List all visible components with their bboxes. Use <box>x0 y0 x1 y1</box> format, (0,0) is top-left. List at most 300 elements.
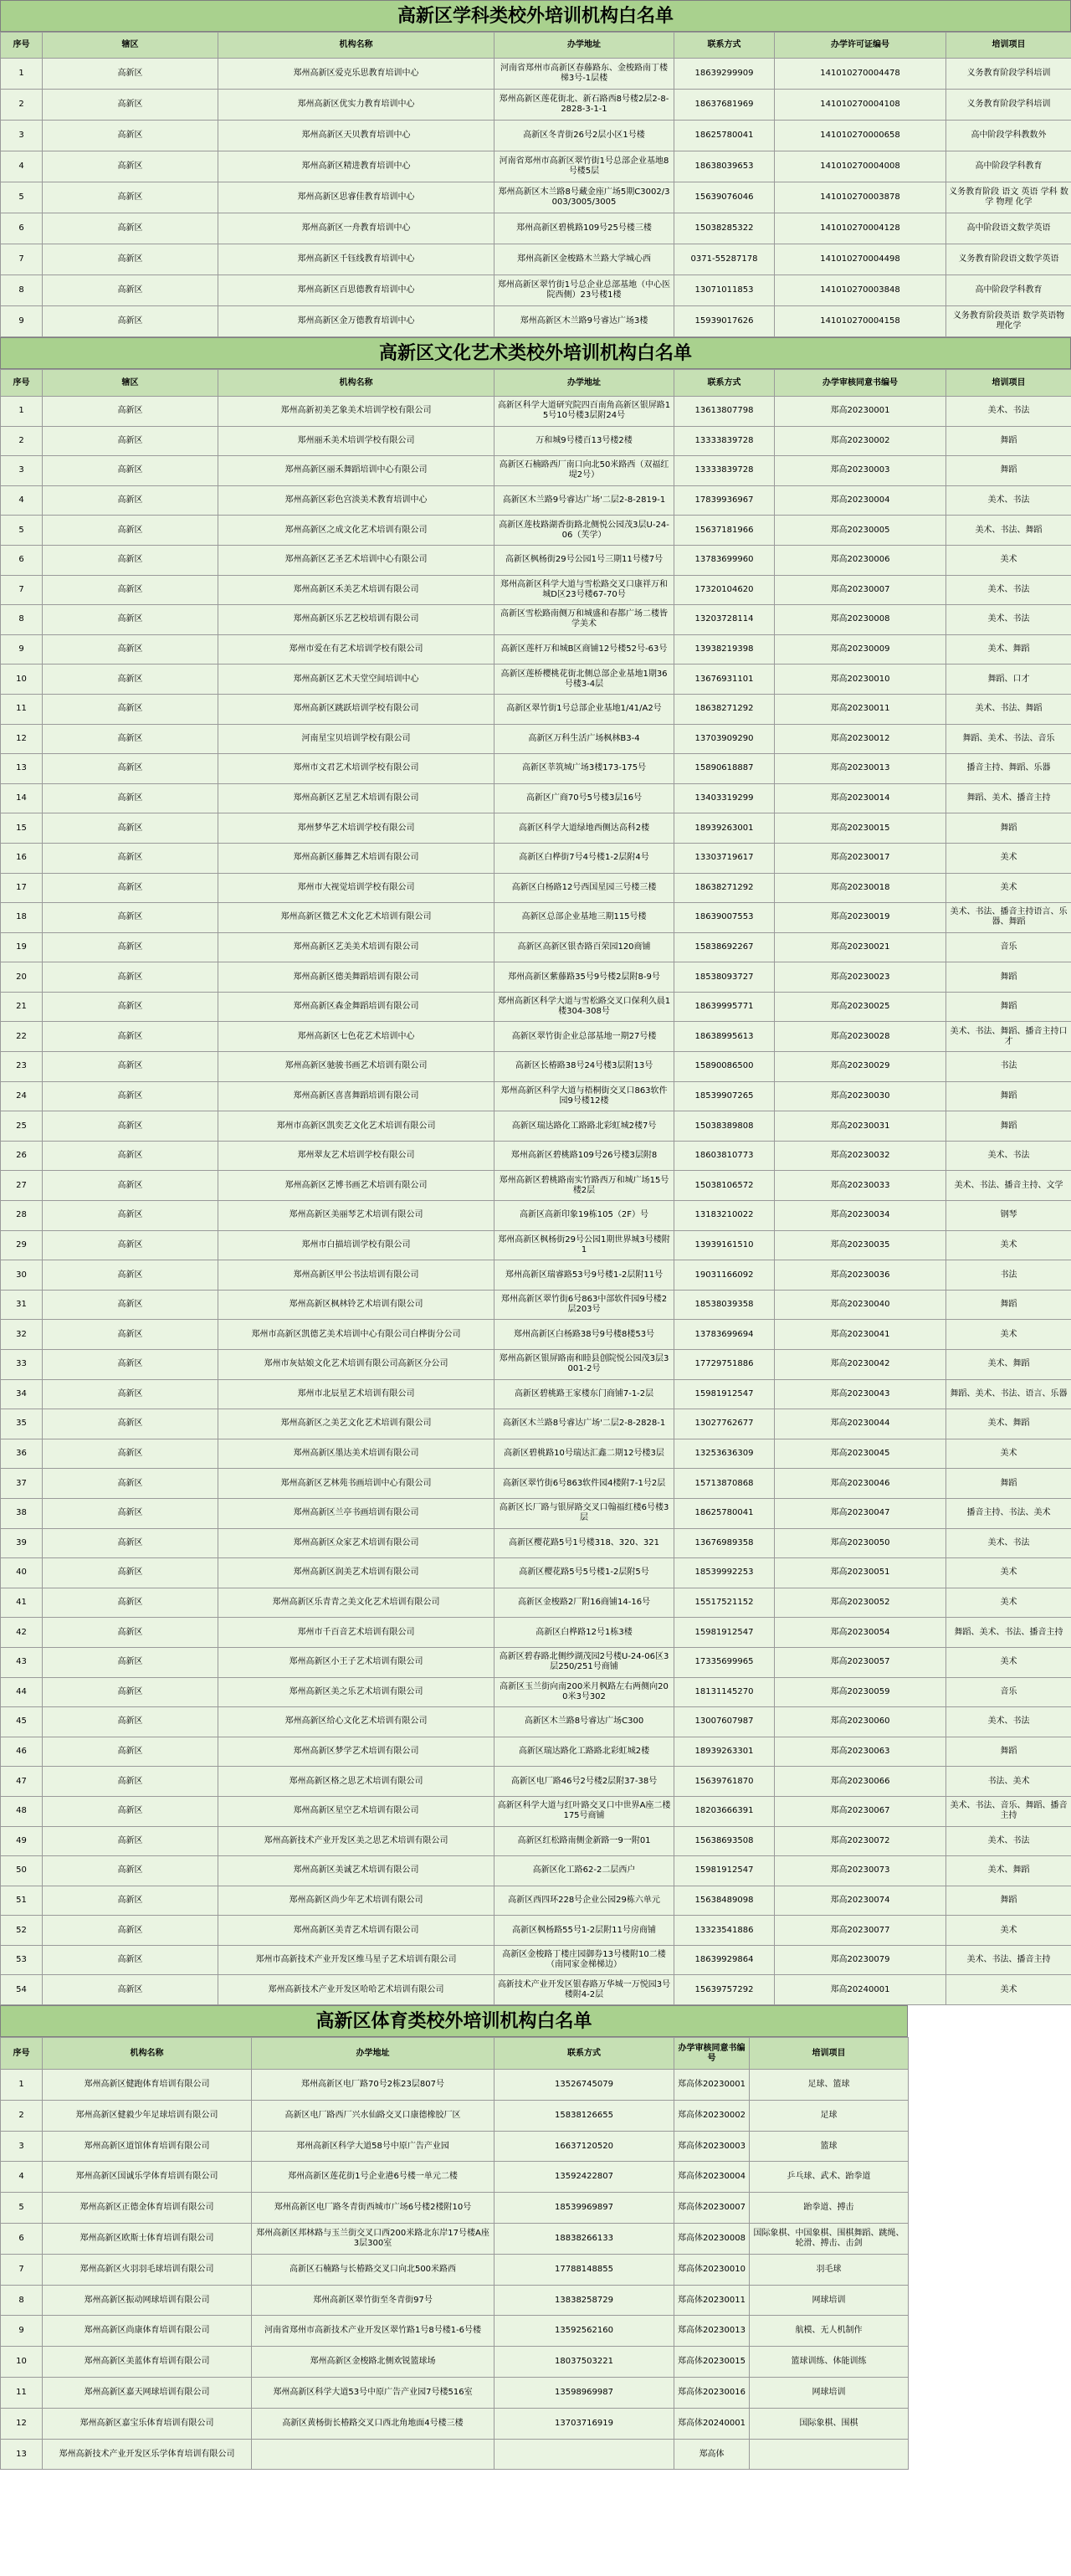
table-cell: 郑州高新区乐青青之美文化艺术培训有限公司 <box>218 1588 495 1618</box>
table-row <box>1 426 1071 456</box>
table-cell: 舞蹈 <box>946 992 1071 1022</box>
table-cell: 网球培训 <box>750 2285 909 2316</box>
table-cell: 郑州高新技术产业开发区乐学体育培训有限公司 <box>43 2439 252 2470</box>
table-cell: 13403319299 <box>674 783 775 813</box>
table-cell: 郑高20230046 <box>775 1469 946 1499</box>
col-header: 序号 <box>1 2038 43 2070</box>
arts-section <box>0 337 1071 2005</box>
table-cell: 郑州高新区嘉宝乐体育培训有限公司 <box>43 2408 252 2439</box>
table-cell: 美术 <box>946 1975 1071 2005</box>
table-cell: 郑州高新区翠竹街至冬青街97号 <box>252 2285 495 2316</box>
table-cell: 郑高体 <box>674 2439 750 2470</box>
table-cell: 美术 <box>946 1320 1071 1350</box>
table-cell: 高新区枫杨街29号公园1号三期11号楼7号 <box>495 545 674 575</box>
table-row <box>1 456 1071 486</box>
table-cell: 高中阶段学科教育 <box>946 151 1071 182</box>
table-row <box>1 2131 909 2162</box>
table-cell: 高新技术产业开发区银春路万华城一万悦园3号楼附4-2层 <box>495 1975 674 2005</box>
table-cell: 41 <box>1 1588 43 1618</box>
table-cell: 高新区 <box>43 1945 218 1975</box>
table-cell: 郑州市大视觉培训学校有限公司 <box>218 873 495 903</box>
table-cell: 郑高20230002 <box>775 426 946 456</box>
table-cell: 郑高20230063 <box>775 1737 946 1767</box>
table-cell: 44 <box>1 1677 43 1707</box>
table-cell: 39 <box>1 1528 43 1558</box>
table-cell: 3 <box>1 121 43 151</box>
table-cell: 美术 <box>946 1916 1071 1946</box>
table-cell: 高新区碧桃路10号瑞达汇鑫二期12号楼3层 <box>495 1439 674 1469</box>
table-cell: 美术、书法 <box>946 1707 1071 1737</box>
table-cell: 郑高20230003 <box>775 456 946 486</box>
table-cell: 10 <box>1 2347 43 2378</box>
table-cell: 15838692267 <box>674 932 775 962</box>
table-cell: 30 <box>1 1260 43 1291</box>
table-cell: 郑州高新区美丽琴艺术培训有限公司 <box>218 1201 495 1231</box>
table-row <box>1 2378 909 2409</box>
table-cell: 郑州高新区电厂路70号2栋23层807号 <box>252 2070 495 2101</box>
table-row <box>1 1201 1071 1231</box>
table-row <box>1 1618 1071 1648</box>
col-header: 序号 <box>1 33 43 59</box>
table-cell: 郑高20230018 <box>775 873 946 903</box>
col-header: 办学审核同意书编号 <box>775 370 946 397</box>
table-cell: 高新区 <box>43 634 218 665</box>
table-cell: 0371-55287178 <box>674 244 775 275</box>
table-cell: 郑高20230029 <box>775 1052 946 1082</box>
table-cell: 美术、书法 <box>946 575 1071 605</box>
table-row <box>1 783 1071 813</box>
table-cell: 141010270004158 <box>775 306 946 337</box>
table-cell: 美术、书法 <box>946 397 1071 427</box>
table-cell: 郑州高新区小王子艺术培训有限公司 <box>218 1647 495 1677</box>
table-row <box>1 1439 1071 1469</box>
table-cell: 郑州高新区优实力教育培训中心 <box>218 90 495 121</box>
table-cell: 舞蹈、美术、播音主持 <box>946 783 1071 813</box>
table-cell: 郑州高新区艺术天堂空间培训中心 <box>218 665 495 695</box>
table-cell: 舞蹈 <box>946 962 1071 993</box>
table-cell: 郑高20230019 <box>775 903 946 933</box>
table-cell: 18939263001 <box>674 813 775 844</box>
table-cell: 15638693508 <box>674 1826 775 1856</box>
table-cell: 郑州丽禾美术培训学校有限公司 <box>218 426 495 456</box>
table-cell: 国际象棋、围棋 <box>750 2408 909 2439</box>
table-cell: 高新区 <box>43 275 218 306</box>
col-header: 机构名称 <box>218 370 495 397</box>
table-cell: 郑州高新区爱克乐思教育培训中心 <box>218 59 495 90</box>
table-cell: 18539969897 <box>495 2193 674 2224</box>
table-row <box>1 485 1071 516</box>
table-cell: 高新区白桦路12号1栋3楼 <box>495 1618 674 1648</box>
table-cell: 郑高20230067 <box>775 1796 946 1826</box>
table-cell: 高新区 <box>43 1201 218 1231</box>
table-cell: 郑州高新区碧桃路南实竹路西万和城广场15号楼2层 <box>495 1171 674 1201</box>
table-cell: 美术 <box>946 843 1071 873</box>
table-cell: 高新区 <box>43 843 218 873</box>
table-row <box>1 1707 1071 1737</box>
table-cell: 1 <box>1 59 43 90</box>
table-cell: 高新区翠竹街企业总部基地一期27号楼 <box>495 1022 674 1052</box>
table-cell: 郑高20230066 <box>775 1767 946 1797</box>
table-cell: 舞蹈 <box>946 1737 1071 1767</box>
table-cell: 郑高体20230001 <box>674 2070 750 2101</box>
table-cell: 跆拳道、搏击 <box>750 2193 909 2224</box>
table-cell: 郑州高新区彩色宫淡美术教育培训中心 <box>218 485 495 516</box>
table-cell: 高新区长椿路38号24号楼3层附13号 <box>495 1052 674 1082</box>
table-cell: 音乐 <box>946 1677 1071 1707</box>
table-cell: 郑州高新区紫藤路35号9号楼2层附8-9号 <box>495 962 674 993</box>
table-cell: 高新区 <box>43 151 218 182</box>
table-cell: 141010270003848 <box>775 275 946 306</box>
table-row <box>1 2439 909 2470</box>
table-row <box>1 90 1071 121</box>
table-cell: 郑州高新区之成文化艺术培训有限公司 <box>218 516 495 546</box>
table-cell: 高新区高新印象19栋105（2F）号 <box>495 1201 674 1231</box>
table-cell: 3 <box>1 2131 43 2162</box>
table-cell: 15038106572 <box>674 1171 775 1201</box>
table-cell: 郑州高新区莲花街北、新石路西8号楼2层2-8-2828-3-1-1 <box>495 90 674 121</box>
table-cell: 郑州高新区森金舞蹈培训有限公司 <box>218 992 495 1022</box>
table-cell: 乒乓球、武术、跆拳道 <box>750 2162 909 2193</box>
table-header-row <box>1 370 1071 397</box>
table-row <box>1 1141 1071 1171</box>
table-cell: 高新区科学大道与红叶路交叉口中世界A座二楼175号商铺 <box>495 1796 674 1826</box>
table-cell: 2 <box>1 90 43 121</box>
table-cell: 郑高20230011 <box>775 694 946 724</box>
table-cell: 美术、书法 <box>946 1141 1071 1171</box>
table-cell: 美术、书法、舞蹈 <box>946 694 1071 724</box>
table-cell: 高新区 <box>43 516 218 546</box>
table-cell: 郑高20230072 <box>775 1826 946 1856</box>
table-cell: 32 <box>1 1320 43 1350</box>
table-row <box>1 2285 909 2316</box>
table-cell: 郑高20230014 <box>775 783 946 813</box>
table-cell: 义务教育阶段 语文 英语 学科 数学 物理 化学 <box>946 182 1071 213</box>
table-cell: 郑州高新区邦林路与玉兰街交叉口西200米路北东岸17号楼A座3层300室 <box>252 2224 495 2255</box>
table-cell: 高新区 <box>43 724 218 754</box>
col-header: 办学许可证编号 <box>775 33 946 59</box>
table-cell: 15838126655 <box>495 2100 674 2131</box>
table-cell: 郑州高新区科学大道与雪松路交叉口保利久晨1楼304-308号 <box>495 992 674 1022</box>
table-row <box>1 843 1071 873</box>
table-cell: 高新区 <box>43 992 218 1022</box>
table-cell: 高新区 <box>43 1439 218 1469</box>
table-cell: 15981912547 <box>674 1379 775 1409</box>
table-cell: 13783699960 <box>674 545 775 575</box>
table-cell: 美术 <box>946 1558 1071 1588</box>
table-cell: 郑高20230032 <box>775 1141 946 1171</box>
table-cell: 郑州高新区碧桃路109号25号楼三楼 <box>495 213 674 244</box>
col-header: 辖区 <box>43 370 218 397</box>
table-cell: 13676931101 <box>674 665 775 695</box>
table-cell: 13071011853 <box>674 275 775 306</box>
table-cell: 郑州高新区百思德教育培训中心 <box>218 275 495 306</box>
table-cell: 13526745079 <box>495 2070 674 2101</box>
table-cell: 郑高体20230007 <box>674 2193 750 2224</box>
col-header: 培训项目 <box>946 33 1071 59</box>
table-cell: 50 <box>1 1856 43 1886</box>
table-cell: 高新区玉兰街向南200米月枫路左右两侧向200米3号302 <box>495 1677 674 1707</box>
sports-section <box>0 2005 1071 2470</box>
table-cell <box>495 2439 674 2470</box>
table-cell: 郑州市白描培训学校有限公司 <box>218 1230 495 1260</box>
table-cell: 高新区 <box>43 1230 218 1260</box>
table-cell: 舞蹈、口才 <box>946 665 1071 695</box>
table-row <box>1 1498 1071 1528</box>
table-cell: 郑州高新区翠竹街1号总企业总部基地（中心医院西侧）23号楼1楼 <box>495 275 674 306</box>
table-cell: 羽毛球 <box>750 2254 909 2285</box>
table-cell: 高新区 <box>43 783 218 813</box>
table-cell: 郑州高新区银屏路南和睦县创院悦公园茂3层3001-2号 <box>495 1350 674 1380</box>
table-cell: 航模、无人机制作 <box>750 2316 909 2347</box>
table-cell: 书法 <box>946 1052 1071 1082</box>
table-cell: 18539907265 <box>674 1081 775 1111</box>
table-cell: 郑州高新区梦学艺术培训有限公司 <box>218 1737 495 1767</box>
table-cell: 郑高20230036 <box>775 1260 946 1291</box>
table-cell: 13183210022 <box>674 1201 775 1231</box>
table-cell: 郑高20230005 <box>775 516 946 546</box>
table-header-row <box>1 2038 909 2070</box>
table-cell: 美术、舞蹈 <box>946 1856 1071 1886</box>
table-cell: 河南星宝贝培训学校有限公司 <box>218 724 495 754</box>
table-cell: 郑州高新区科学大道58号中原广告产业园 <box>252 2131 495 2162</box>
table-cell: 13613807798 <box>674 397 775 427</box>
table-cell: 11 <box>1 694 43 724</box>
table-cell: 47 <box>1 1767 43 1797</box>
table-cell: 郑高20230028 <box>775 1022 946 1052</box>
table-cell: 高新区万科生活广场枫林B3-4 <box>495 724 674 754</box>
table-cell: 网球培训 <box>750 2378 909 2409</box>
table-cell: 13333839728 <box>674 426 775 456</box>
table-row <box>1 213 1071 244</box>
col-header: 联系方式 <box>495 2038 674 2070</box>
table-cell: 高新区 <box>43 754 218 784</box>
table-cell: 郑高20230079 <box>775 1945 946 1975</box>
table-cell: 18 <box>1 903 43 933</box>
table-cell: 高新区莲桥樱桃花街北侧总部企业基地1期36号楼3-4层 <box>495 665 674 695</box>
table-cell: 郑州高新区墨达美术培训有限公司 <box>218 1439 495 1469</box>
table-cell: 郑州高新区甲公书法培训有限公司 <box>218 1260 495 1291</box>
table-cell: 高新区科学大道研究院四百南角高新区银屏路15号10号楼3层附24号 <box>495 397 674 427</box>
table-cell: 郑高20230001 <box>775 397 946 427</box>
table-cell: 高新区 <box>43 1141 218 1171</box>
table-cell: 高新区莲杆万和城B区商铺12号楼52号-63号 <box>495 634 674 665</box>
table-cell: 52 <box>1 1916 43 1946</box>
table-cell: 郑州高新区禾美艺术培训有限公司 <box>218 575 495 605</box>
table-cell: 7 <box>1 244 43 275</box>
col-header: 机构名称 <box>43 2038 252 2070</box>
table-cell: 16 <box>1 843 43 873</box>
table-cell: 郑高20230060 <box>775 1707 946 1737</box>
table-cell: 7 <box>1 2254 43 2285</box>
table-cell: 郑州市千百音艺术培训有限公司 <box>218 1618 495 1648</box>
table-cell: 郑高20230047 <box>775 1498 946 1528</box>
table-cell: 45 <box>1 1707 43 1737</box>
table-cell: 18037503221 <box>495 2347 674 2378</box>
table-cell: 高新区 <box>43 426 218 456</box>
table-cell: 美术 <box>946 1230 1071 1260</box>
table-cell: 义务教育阶段英语 数学英语物理化学 <box>946 306 1071 337</box>
table-cell: 13253636309 <box>674 1439 775 1469</box>
table-row <box>1 2100 909 2131</box>
table-cell: 郑州市高新区凯德艺美术培训中心有限公司白桦街分公司 <box>218 1320 495 1350</box>
table-cell: 高新区黄杨街长椿路交叉口西北角地面4号楼三楼 <box>252 2408 495 2439</box>
table-cell: 40 <box>1 1558 43 1588</box>
table-cell: 郑州高新区乐艺艺校培训有限公司 <box>218 605 495 635</box>
table-cell: 18625780041 <box>674 1498 775 1528</box>
col-header: 培训项目 <box>946 370 1071 397</box>
table-cell: 42 <box>1 1618 43 1648</box>
table-cell: 高新区樱花路5号1号楼318、320、321 <box>495 1528 674 1558</box>
table-cell: 国际象棋、中国象棋、围棋舞蹈、跳绳、轮滑、搏击、击剑 <box>750 2224 909 2255</box>
table-cell: 13 <box>1 2439 43 2470</box>
table-cell: 美术、书法 <box>946 1826 1071 1856</box>
table-cell: 高新区化工路62-2二层西户 <box>495 1856 674 1886</box>
table-cell: 高新区 <box>43 90 218 121</box>
table-cell: 15981912547 <box>674 1618 775 1648</box>
table-row <box>1 121 1071 151</box>
table-cell: 美术 <box>946 1439 1071 1469</box>
table-cell: 高新区石楠路与长椿路交叉口向北500米路西 <box>252 2254 495 2285</box>
table-cell: 高新区 <box>43 1290 218 1320</box>
table-cell: 高新区翠竹街6号863软件园4楼附7-1号2层 <box>495 1469 674 1499</box>
table-cell: 郑州市爱在有艺术培训学校有限公司 <box>218 634 495 665</box>
table-cell: 郑高20230041 <box>775 1320 946 1350</box>
table-cell: 18838266133 <box>495 2224 674 2255</box>
table-cell: 15038285322 <box>674 213 775 244</box>
table-cell: 高新区木兰路8号睿达广场C300 <box>495 1707 674 1737</box>
table-cell: 美术 <box>946 1647 1071 1677</box>
table-cell: 18639929864 <box>674 1945 775 1975</box>
table-cell: 18638039653 <box>674 151 775 182</box>
table-cell: 18939263301 <box>674 1737 775 1767</box>
table-cell: 19 <box>1 932 43 962</box>
academic-table <box>0 32 1071 337</box>
col-header: 机构名称 <box>218 33 495 59</box>
table-row <box>1 2193 909 2224</box>
col-header: 办学地址 <box>495 33 674 59</box>
table-cell: 4 <box>1 2162 43 2193</box>
table-cell: 郑高20230030 <box>775 1081 946 1111</box>
table-cell: 足球 <box>750 2100 909 2131</box>
table-cell: 高新区 <box>43 1647 218 1677</box>
table-row <box>1 694 1071 724</box>
table-cell: 26 <box>1 1141 43 1171</box>
sports-table <box>0 2037 909 2470</box>
table-cell: 郑州高新区精进教育培训中心 <box>218 151 495 182</box>
table-cell: 郑高20230033 <box>775 1171 946 1201</box>
table-cell: 郑州高新区之美艺文化艺术培训有限公司 <box>218 1409 495 1439</box>
table-cell: 郑州高新区健毅少年足球培训有限公司 <box>43 2100 252 2131</box>
table-row <box>1 605 1071 635</box>
table-cell: 27 <box>1 1171 43 1201</box>
table-cell: 义务教育阶段学科培训 <box>946 90 1071 121</box>
table-cell: 高新区枫杨路55号1-2层附11号房商铺 <box>495 1916 674 1946</box>
table-cell: 河南省郑州市高新区翠竹街1号总部企业基地8号楼5层 <box>495 151 674 182</box>
table-cell: 郑州高新区兰亭书画培训有限公司 <box>218 1498 495 1528</box>
table-row <box>1 1737 1071 1767</box>
table-cell: 1 <box>1 397 43 427</box>
table-cell: 郑高体20230002 <box>674 2100 750 2131</box>
table-cell: 郑州市高新区凯奕艺文化艺术培训有限公司 <box>218 1111 495 1142</box>
table-cell: 书法、美术 <box>946 1767 1071 1797</box>
table-cell: 美术、书法、播音主持、文学 <box>946 1171 1071 1201</box>
table-cell: 郑州高新区尚少年艺术培训有限公司 <box>218 1886 495 1916</box>
table-cell: 高新区总部企业基地三期115号楼 <box>495 903 674 933</box>
table-cell: 高新区 <box>43 456 218 486</box>
table-cell: 高新区 <box>43 665 218 695</box>
table-cell: 河南省郑州市高新技术产业开发区翠竹路1号8号楼1-6号楼 <box>252 2316 495 2347</box>
table-cell: 高新区 <box>43 873 218 903</box>
table-row <box>1 634 1071 665</box>
table-cell: 34 <box>1 1379 43 1409</box>
table-cell: 郑高20230031 <box>775 1111 946 1142</box>
table-cell: 郑高20230021 <box>775 932 946 962</box>
table-cell: 高中阶段语文数学英语 <box>946 213 1071 244</box>
table-cell: 高新区 <box>43 244 218 275</box>
table-cell: 美术、书法 <box>946 605 1071 635</box>
table-cell: 郑州高新区美蓝体育培训有限公司 <box>43 2347 252 2378</box>
table-cell: 18603810773 <box>674 1141 775 1171</box>
table-cell: 高新区木兰路8号睿达广场'二层2-8-2828-1 <box>495 1409 674 1439</box>
table-cell: 美术、书法、舞蹈 <box>946 516 1071 546</box>
table-cell: 美术、书法 <box>946 1528 1071 1558</box>
table-cell: 18638995613 <box>674 1022 775 1052</box>
table-cell: 高新区 <box>43 1796 218 1826</box>
table-cell: 高新区 <box>43 1767 218 1797</box>
table-cell: 郑州高新区白杨路38号9号楼8楼53号 <box>495 1320 674 1350</box>
table-cell: 高新区莘筑城广场3楼173-175号 <box>495 754 674 784</box>
table-cell: 高新区白桦街7号4号楼1-2层附4号 <box>495 843 674 873</box>
table-cell: 6 <box>1 545 43 575</box>
table-cell: 高新区 <box>43 903 218 933</box>
table-cell: 郑州高新区欧斯士体育培训有限公司 <box>43 2224 252 2255</box>
table-row <box>1 1409 1071 1439</box>
table-cell: 高新区 <box>43 605 218 635</box>
table-cell: 15981912547 <box>674 1856 775 1886</box>
table-cell: 郑州高新区星空艺术培训有限公司 <box>218 1796 495 1826</box>
table-row <box>1 873 1071 903</box>
table-cell: 舞蹈 <box>946 1469 1071 1499</box>
table-cell: 郑州高新区美诚艺术培训有限公司 <box>218 1856 495 1886</box>
table-cell: 美术、书法、播音主持 <box>946 1945 1071 1975</box>
table-cell: 17839936967 <box>674 485 775 516</box>
table-cell: 19031166092 <box>674 1260 775 1291</box>
table-cell: 郑州高新区金万德教育培训中心 <box>218 306 495 337</box>
table-cell: 郑州高新区嘉天网球培训有限公司 <box>43 2378 252 2409</box>
table-row <box>1 397 1071 427</box>
table-cell: 18203666391 <box>674 1796 775 1826</box>
table-cell: 高新区碧春路北侧纱湖茂园2号楼U-24-06区3层250/251号商铺 <box>495 1647 674 1677</box>
table-cell: 9 <box>1 2316 43 2347</box>
table-row <box>1 59 1071 90</box>
table-row <box>1 151 1071 182</box>
table-cell: 高新区 <box>43 1677 218 1707</box>
table-cell: 郑高20230017 <box>775 843 946 873</box>
table-row <box>1 1111 1071 1142</box>
table-cell: 15939017626 <box>674 306 775 337</box>
table-cell: 10 <box>1 665 43 695</box>
table-cell: 郑高20230012 <box>775 724 946 754</box>
table-row <box>1 1856 1071 1886</box>
col-header: 序号 <box>1 370 43 397</box>
table-cell: 郑高体20230003 <box>674 2131 750 2162</box>
table-cell: 郑高20230008 <box>775 605 946 635</box>
table-cell: 郑州高新区艺星艺术培训有限公司 <box>218 783 495 813</box>
table-cell: 郑州高新技术产业开发区哈哈艺术培训有限公司 <box>218 1975 495 2005</box>
table-row <box>1 1081 1071 1111</box>
table-cell: 高新区长厂路与银屏路交叉口翰福红楼6号楼3层 <box>495 1498 674 1528</box>
table-row <box>1 275 1071 306</box>
